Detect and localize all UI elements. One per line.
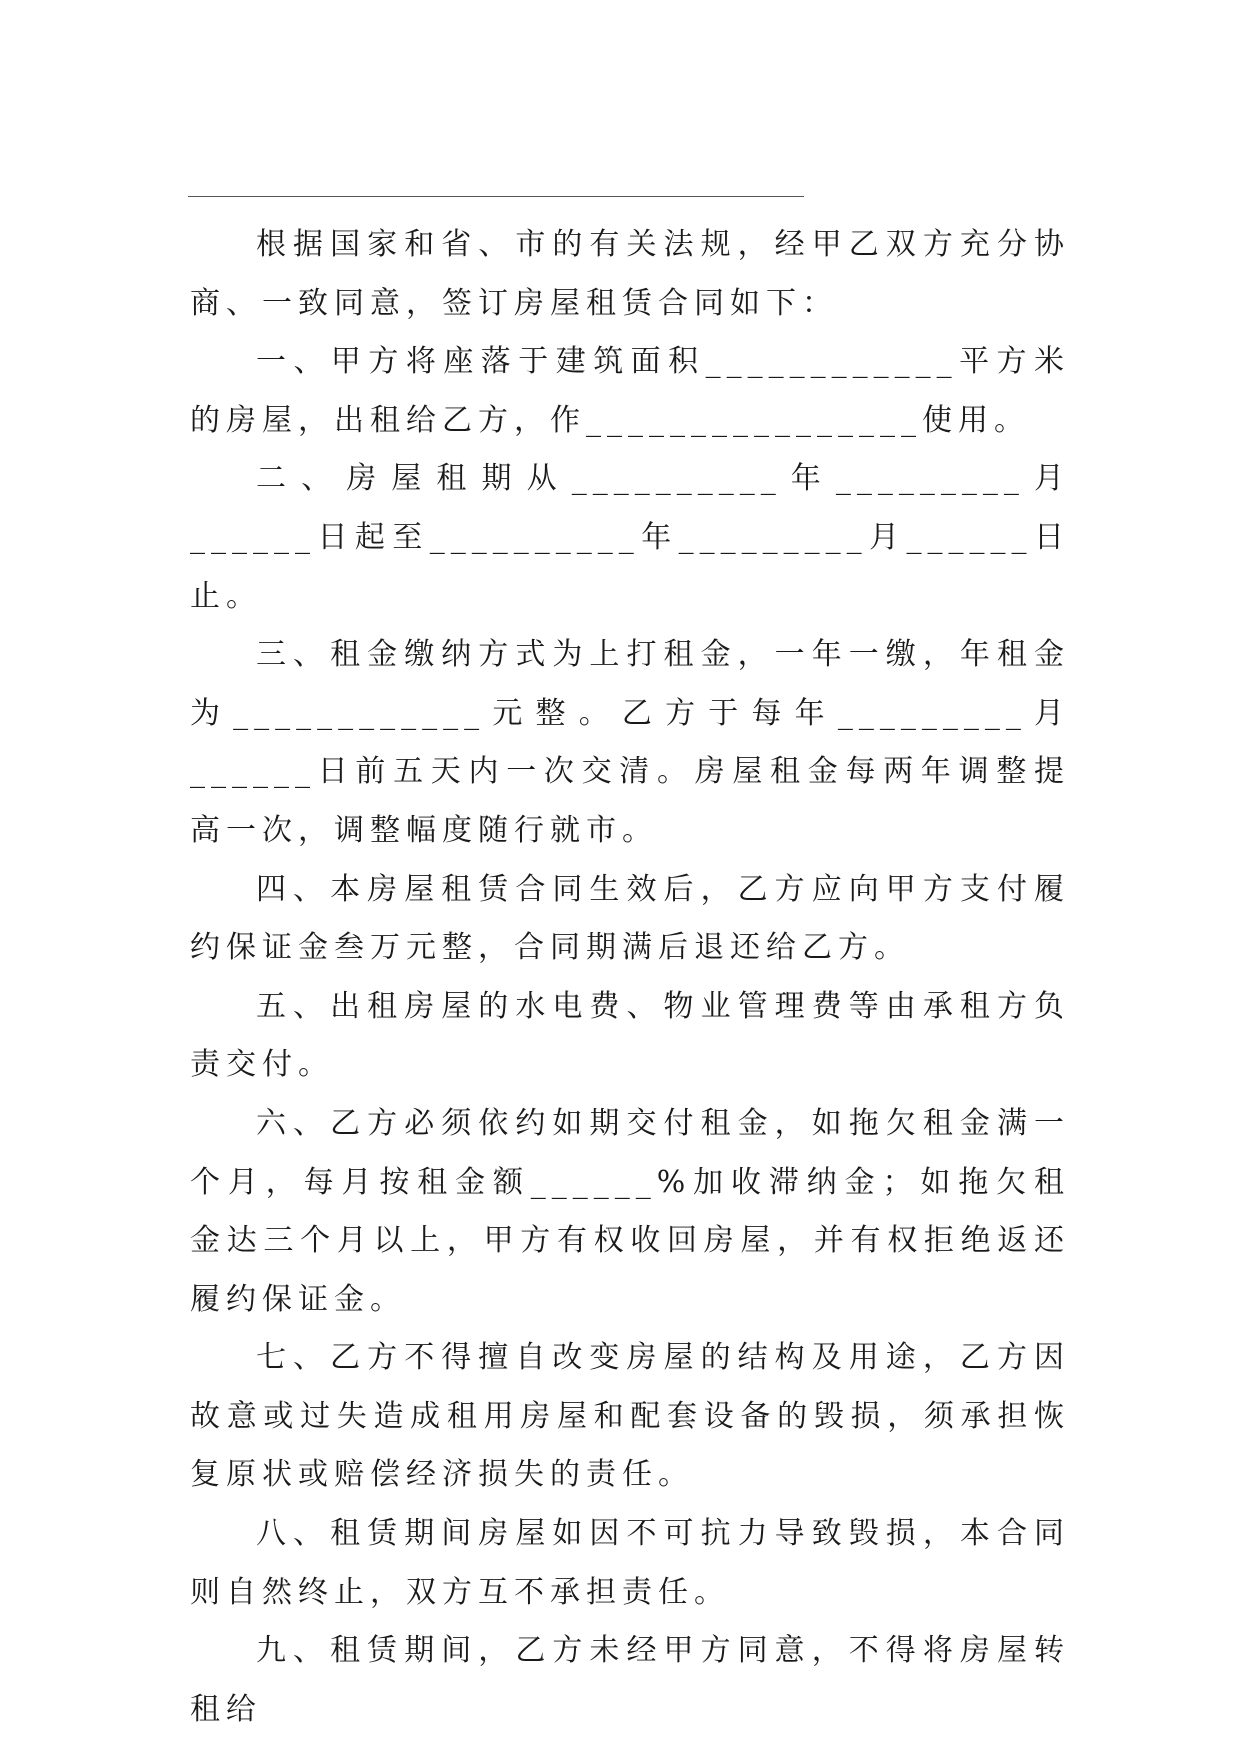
clause-3-paragraph: 三、租金缴纳方式为上打租金，一年一缴，年租金为____________元整。乙方于每年_________月______日前五天内一次交清。房屋租金每两年调整提高一次，调整幅度随行就市。 — [190, 637, 1070, 848]
clause-8-paragraph: 八、租赁期间房屋如因不可抗力导致毁损，本合同则自然终止，双方互不承担责任。 — [190, 1516, 1070, 1610]
contract-body — [190, 216, 1070, 1739]
clause-6-paragraph: 六、乙方必须依约如期交付租金，如拖欠租金满一个月，每月按租金额______%加收滞纳金；如拖欠租金达三个月以上，甲方有权收回房屋，并有权拒绝返还履约保证金。 — [190, 1105, 1070, 1317]
clause-4-paragraph: 四、本房屋租赁合同生效后，乙方应向甲方支付履约保证金叁万元整，合同期满后退还给乙方。 — [190, 871, 1070, 966]
top-divider — [188, 196, 804, 197]
intro-paragraph: 根据国家和省、市的有关法规，经甲乙双方充分协商、一致同意，签订房屋租赁合同如下： — [190, 227, 1070, 321]
clause-5-paragraph: 五、出租房屋的水电费、物业管理费等由承租方负责交付。 — [190, 988, 1070, 1083]
clause-1-paragraph: 一、甲方将座落于建筑面积____________平方米的房屋，出租给乙方，作________________使用。 — [190, 344, 1070, 438]
clause-2-paragraph: 二、房屋租期从__________年_________月______日起至__________年_________月______日止。 — [190, 461, 1070, 614]
clause-9-paragraph: 九、租赁期间，乙方未经甲方同意，不得将房屋转租给 — [190, 1633, 1070, 1727]
clause-7-paragraph: 七、乙方不得擅自改变房屋的结构及用途，乙方因故意或过失造成租用房屋和配套设备的毁损，须承担恢复原状或赔偿经济损失的责任。 — [190, 1340, 1070, 1493]
